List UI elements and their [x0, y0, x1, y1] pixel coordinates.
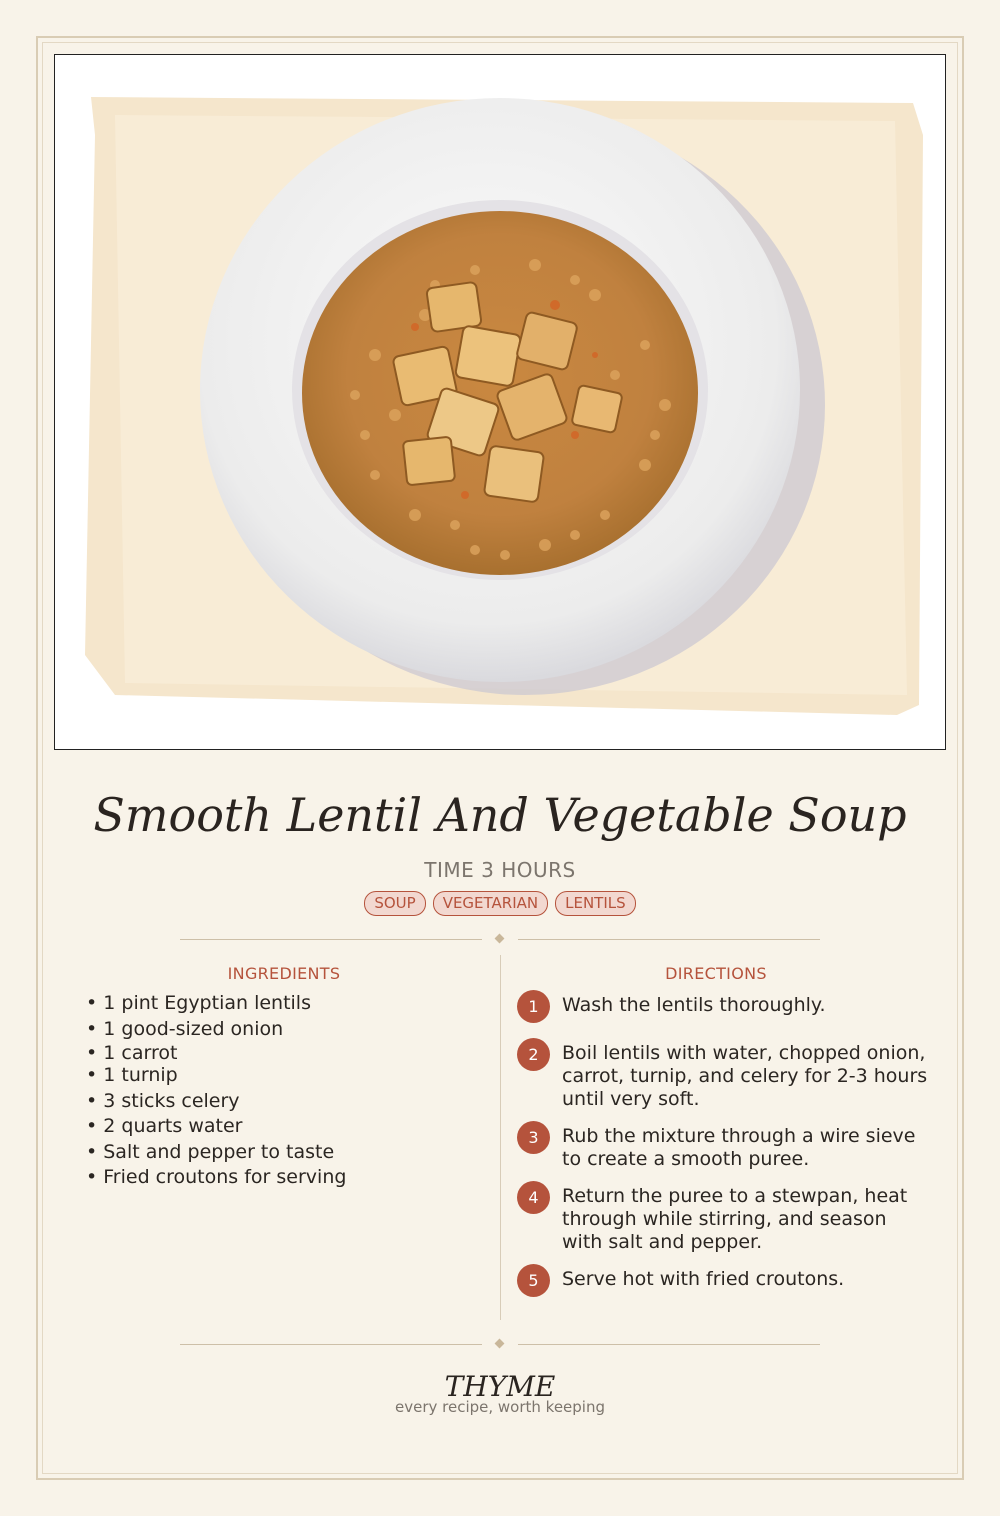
ingredient-item: • 1 turnip	[86, 1063, 346, 1089]
step-text: Serve hot with fried croutons.	[562, 1268, 845, 1290]
ingredient-item: • 1 good-sized onion	[86, 1017, 346, 1043]
step-text: Return the puree to a stewpan, heat through while stirring, and season with salt and pepper.	[562, 1185, 908, 1253]
section-divider-top	[180, 935, 820, 945]
tag-lentils[interactable]: LENTILS	[555, 891, 636, 916]
step-text: Wash the lentils thoroughly.	[562, 994, 826, 1016]
step-number-badge: 1	[517, 990, 550, 1023]
ingredient-item: • Salt and pepper to taste	[86, 1140, 346, 1166]
diamond-ornament-icon	[495, 934, 505, 944]
tag-vegetarian[interactable]: VEGETARIAN	[433, 891, 548, 916]
step-text: Rub the mixture through a wire sieve to create a smooth puree.	[562, 1125, 916, 1170]
ingredients-heading: INGREDIENTS	[227, 964, 341, 983]
cook-time: TIME 3 HOURS	[424, 858, 576, 882]
diamond-ornament-icon	[495, 1339, 505, 1349]
ingredient-item: • Fried croutons for serving	[86, 1165, 346, 1191]
ingredients-list	[86, 991, 346, 1191]
step-number-badge: 3	[517, 1121, 550, 1154]
step-text: Boil lentils with water, chopped onion, carrot, turnip, and celery for 2-3 hours until very soft.	[562, 1042, 928, 1110]
step-number-badge: 5	[517, 1264, 550, 1297]
tag-soup[interactable]: SOUP	[364, 891, 425, 916]
tag-list	[0, 891, 1000, 916]
directions-heading: DIRECTIONS	[665, 964, 767, 983]
soup-illustration	[54, 54, 946, 750]
brand-logo: THYME	[444, 1370, 556, 1403]
ingredient-item: • 1 carrot	[86, 1042, 346, 1063]
recipe-title: Smooth Lentil And Vegetable Soup	[93, 788, 907, 842]
column-divider	[500, 955, 501, 1320]
ingredient-item: • 2 quarts water	[86, 1114, 346, 1140]
ingredient-item: • 3 sticks celery	[86, 1089, 346, 1115]
brand-tagline: every recipe, worth keeping	[394, 1398, 605, 1416]
step-number-badge: 4	[517, 1181, 550, 1214]
section-divider-bottom	[180, 1340, 820, 1350]
soup-bowl-image	[55, 55, 946, 750]
step-number-badge: 2	[517, 1038, 550, 1071]
ingredient-item: • 1 pint Egyptian lentils	[86, 991, 346, 1017]
